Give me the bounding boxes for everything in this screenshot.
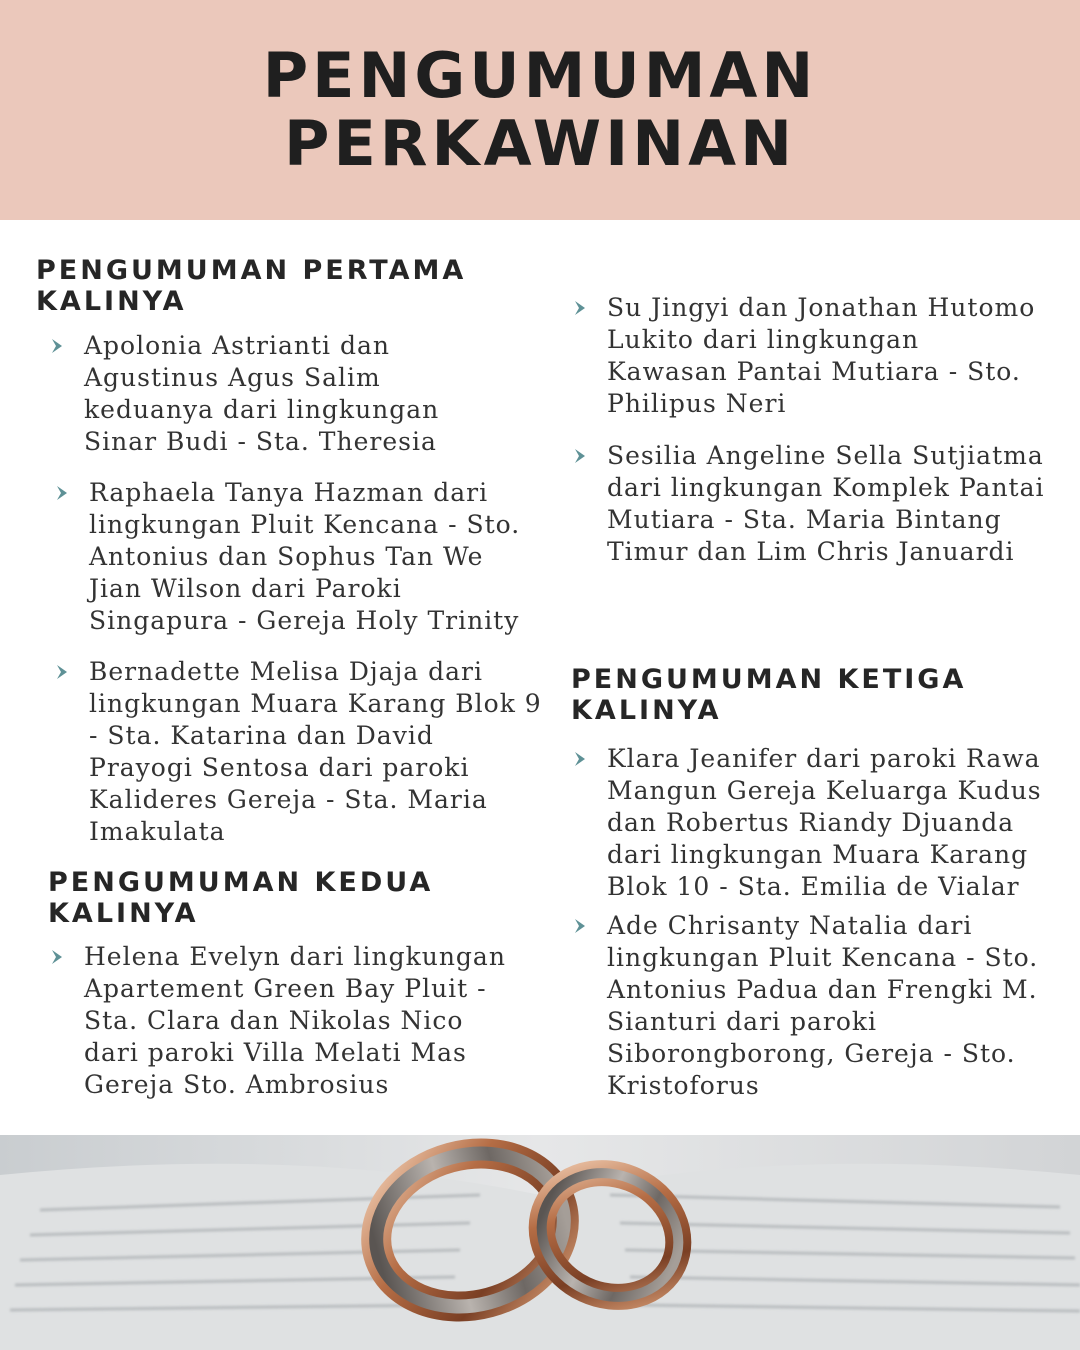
list-item	[53, 656, 553, 851]
announcement-text: Ade Chrisanty Natalia dari lingkungan Pluit Kencana - Sto. Antonius Padua dan Frengki M. Sianturi dari paroki Siborongborong, Gereja - Sto. Kristoforus	[607, 911, 1039, 1100]
chevron-right-icon	[48, 947, 68, 967]
wedding-rings-image	[0, 1135, 1080, 1350]
announcement-text: Klara Jeanifer dari paroki Rawa Mangun Gereja Keluarga Kudus dan Robertus Riandy Djuanda dari lingkungan Muara Karang Blok 10 - Sta. Emilia de Vialar	[607, 744, 1042, 901]
list-item	[571, 292, 1071, 427]
chevron-right-icon	[48, 336, 68, 356]
list-item	[571, 743, 1071, 908]
chevron-right-icon	[571, 446, 591, 466]
chevron-right-icon	[571, 298, 591, 318]
announcement-text: Bernadette Melisa Djaja dari lingkungan Muara Karang Blok 9 - Sta. Katarina dan David Prayogi Sentosa dari paroki Kalideres Gereja - Sta. Maria Imakulata	[89, 657, 542, 846]
page-title-line-2: PERKAWINAN	[284, 107, 796, 180]
list-item	[571, 910, 1071, 1105]
chevron-right-icon	[53, 483, 73, 503]
list-item	[48, 941, 548, 1106]
list-item	[48, 330, 548, 465]
wedding-rings-photo	[0, 1135, 1080, 1350]
list-item	[571, 440, 1071, 575]
header-banner	[0, 0, 1080, 220]
announcement-text: Sesilia Angeline Sella Sutjiatma dari lingkungan Komplek Pantai Mutiara - Sta. Maria Bintang Timur dan Lim Chris Januardi	[607, 441, 1045, 566]
announcement-text: Apolonia Astrianti dan Agustinus Agus Salim keduanya dari lingkungan Sinar Budi - Sta. Theresia	[84, 331, 440, 456]
section-title-third: PENGUMUMAN KETIGA KALINYA	[571, 664, 967, 726]
announcement-text: Helena Evelyn dari lingkungan Apartement Green Bay Pluit - Sta. Clara dan Nikolas Nico dari paroki Villa Melati Mas Gereja Sto. Ambrosius	[84, 942, 506, 1099]
list-item	[53, 477, 553, 642]
page-title-line-1: PENGUMUMAN	[262, 39, 818, 112]
chevron-right-icon	[571, 749, 591, 769]
section-title-second: PENGUMUMAN KEDUA KALINYA	[48, 867, 434, 929]
section-title-first: PENGUMUMAN PERTAMA KALINYA	[36, 255, 467, 317]
announcement-text: Raphaela Tanya Hazman dari lingkungan Pluit Kencana - Sto. Antonius dan Sophus Tan We Jian Wilson dari Paroki Singapura - Gereja Holy Trinity	[89, 478, 521, 635]
chevron-right-icon	[571, 916, 591, 936]
announcement-text: Su Jingyi dan Jonathan Hutomo Lukito dari lingkungan Kawasan Pantai Mutiara - Sto. Philipus Neri	[607, 293, 1036, 418]
chevron-right-icon	[53, 662, 73, 682]
